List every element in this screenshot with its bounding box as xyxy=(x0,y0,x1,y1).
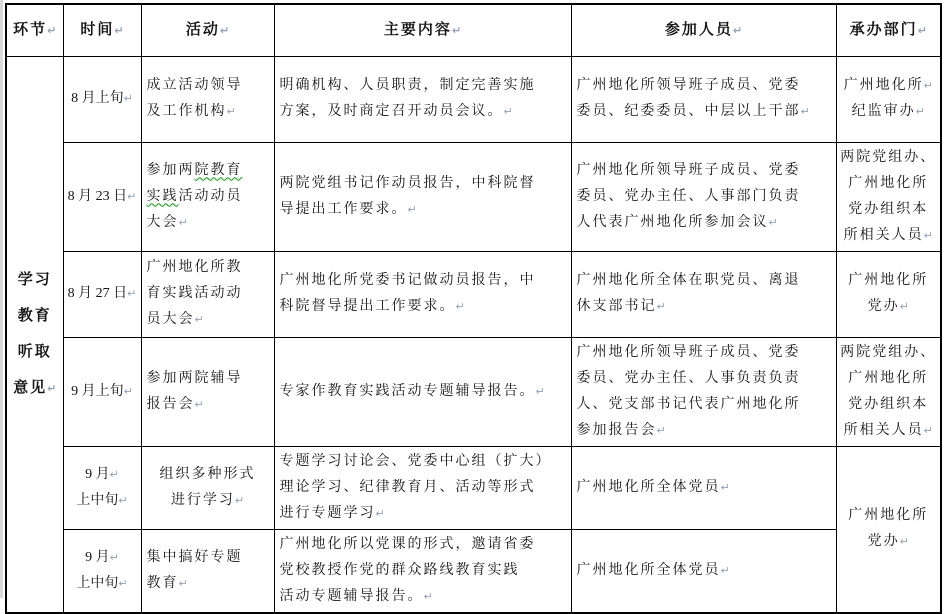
page-edge xyxy=(0,0,3,598)
stage-cell: 学习 教育 听取 意见↵ xyxy=(6,56,63,613)
time-cell: 8 月 27 日↵ xyxy=(63,251,141,337)
header-stage: 环节↵ xyxy=(6,4,63,56)
activity-text: 活动动员 大会↵ xyxy=(146,188,243,230)
header-department: 承办部门↵ xyxy=(836,4,941,56)
time-cell: 9 月↵ 上中旬↵ xyxy=(63,529,141,613)
content-cell: 两院党组书记作动员报告，中科院督 导提出工作要求。↵ xyxy=(274,142,571,251)
activity-cell: 成立活动领导 及工作机构↵ xyxy=(141,56,274,142)
time-cell: 9 月上旬↵ xyxy=(63,337,141,446)
time-cell: 9 月↵ 上中旬↵ xyxy=(63,446,141,529)
department-cell: 广州地化所↵ 纪监审办↵ xyxy=(836,56,941,142)
department-cell: 广州地化所 党办↵ xyxy=(836,446,941,613)
table-row xyxy=(6,142,941,251)
table-row xyxy=(6,56,941,142)
participants-cell: 广州地化所领导班子成员、党委 委员、纪委委员、中层以上干部↵ xyxy=(571,56,836,142)
header-activity: 活动↵ xyxy=(141,4,274,56)
activity-cell: 广州地化所教 育实践活动动 员大会↵ xyxy=(141,251,274,337)
table-row xyxy=(6,337,941,446)
participants-cell: 广州地化所领导班子成员、党委 委员、党办主任、人事部门负责 人代表广州地化所参加会议↵ xyxy=(571,142,836,251)
spellcheck-wavy-underline: 院教育 实践 xyxy=(146,162,243,204)
activity-cell xyxy=(141,142,274,251)
content-cell: 明确机构、人员职责，制定完善实施 方案，及时商定召开动员会议。↵ xyxy=(274,56,571,142)
participants-cell: 广州地化所全体党员↵ xyxy=(571,446,836,529)
activity-cell: 集中搞好专题 教育↵ xyxy=(141,529,274,613)
header-participants: 参加人员↵ xyxy=(571,4,836,56)
participants-cell: 广州地化所全体在职党员、离退 休支部书记↵ xyxy=(571,251,836,337)
header-time: 时间↵ xyxy=(63,4,141,56)
department-cell: 两院党组办、 广州地化所 党办组织本 所相关人员↵ xyxy=(836,142,941,251)
time-cell: 8 月上旬↵ xyxy=(63,56,141,142)
table-row xyxy=(6,529,941,613)
content-cell: 广州地化所党委书记做动员报告，中 科院督导提出工作要求。↵ xyxy=(274,251,571,337)
header-content: 主要内容↵ xyxy=(274,4,571,56)
activity-schedule-table xyxy=(5,3,942,614)
department-cell: 广州地化所 党办↵ xyxy=(836,251,941,337)
participants-cell: 广州地化所全体党员↵ xyxy=(571,529,836,613)
activity-cell: 组织多种形式 进行学习↵ xyxy=(141,446,274,529)
table-row xyxy=(6,251,941,337)
department-cell: 两院党组办、 广州地化所 党办组织本 所相关人员↵ xyxy=(836,337,941,446)
activity-cell: 参加两院辅导 报告会↵ xyxy=(141,337,274,446)
time-cell: 8 月 23 日↵ xyxy=(63,142,141,251)
participants-cell: 广州地化所领导班子成员、党委 委员、党办主任、人事负责负责 人、党支部书记代表广州地化所 参加报告会↵ xyxy=(571,337,836,446)
table-row xyxy=(6,446,941,529)
content-cell: 专家作教育实践活动专题辅导报告。↵ xyxy=(274,337,571,446)
content-cell: 广州地化所以党课的形式，邀请省委 党校教授作党的群众路线教育实践 活动专题辅导报告。↵ xyxy=(274,529,571,613)
activity-text: 参加两 xyxy=(146,162,195,178)
content-cell: 专题学习讨论会、党委中心组（扩大） 理论学习、纪律教育月、活动等形式 进行专题学习↵ xyxy=(274,446,571,529)
header-row xyxy=(6,4,941,56)
